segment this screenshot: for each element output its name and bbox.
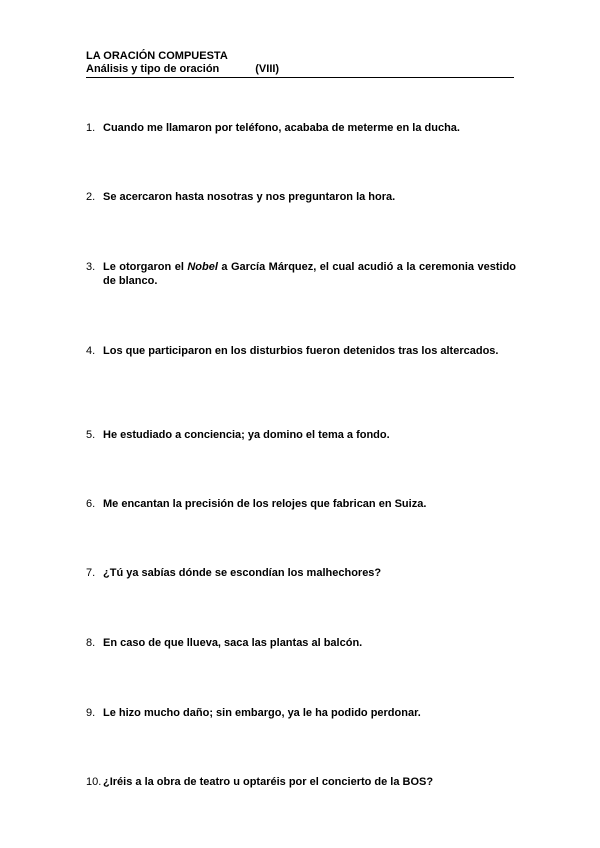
item-text: En caso de que llueva, saca las plantas al balcón. <box>103 637 363 649</box>
item-text: Cuando me llamaron por teléfono, acababa de meterme en la ducha. <box>103 122 460 134</box>
document-subtitle: Análisis y tipo de oración <box>86 63 220 75</box>
item-text: ¿Tú ya sabías dónde se escondían los malhechores? <box>103 567 382 579</box>
worksheet-number: (VIII) <box>255 63 280 75</box>
item-number: 1. <box>86 122 96 134</box>
item-number: 5. <box>86 429 96 441</box>
item-number: 3. <box>86 261 96 273</box>
item-text-before: Le otorgaron el <box>103 261 188 273</box>
item-number: 2. <box>86 191 96 203</box>
item-text-after: a García Márquez, el cual acudió a la ceremonia vestido de blanco. <box>103 261 517 287</box>
item-text: He estudiado a conciencia; ya domino el tema a fondo. <box>103 429 390 441</box>
item-text: ¿Iréis a la obra de teatro u optaréis por el concierto de la BOS? <box>103 776 434 788</box>
document-title: LA ORACIÓN COMPUESTA <box>86 50 228 62</box>
item-text <box>103 260 516 288</box>
sentence-item-2 <box>86 190 516 204</box>
sentence-item-6 <box>86 497 516 511</box>
item-number: 4. <box>86 345 96 357</box>
document-header <box>86 50 514 76</box>
item-number: 10. <box>86 776 102 788</box>
sentence-item-8 <box>86 636 516 650</box>
header-rule <box>86 77 514 78</box>
sentence-item-9 <box>86 706 516 720</box>
item-text: Los que participaron en los disturbios fueron detenidos tras los altercados. <box>103 345 499 357</box>
sentence-item-5 <box>86 428 516 442</box>
sentence-item-4 <box>86 344 516 358</box>
item-text-italic: Nobel <box>187 261 218 273</box>
item-text: Me encantan la precisión de los relojes que fabrican en Suiza. <box>103 498 427 510</box>
item-number: 8. <box>86 637 96 649</box>
item-number: 7. <box>86 567 96 579</box>
item-text: Le hizo mucho daño; sin embargo, ya le ha podido perdonar. <box>103 707 421 719</box>
document-subtitle-row <box>86 63 514 76</box>
sentence-item-3 <box>86 260 516 288</box>
item-text: Se acercaron hasta nosotras y nos preguntaron la hora. <box>103 191 396 203</box>
sentence-item-10 <box>86 775 516 789</box>
sentence-item-1 <box>86 121 516 135</box>
sentence-item-7 <box>86 566 516 580</box>
item-number: 6. <box>86 498 96 510</box>
item-number: 9. <box>86 707 96 719</box>
